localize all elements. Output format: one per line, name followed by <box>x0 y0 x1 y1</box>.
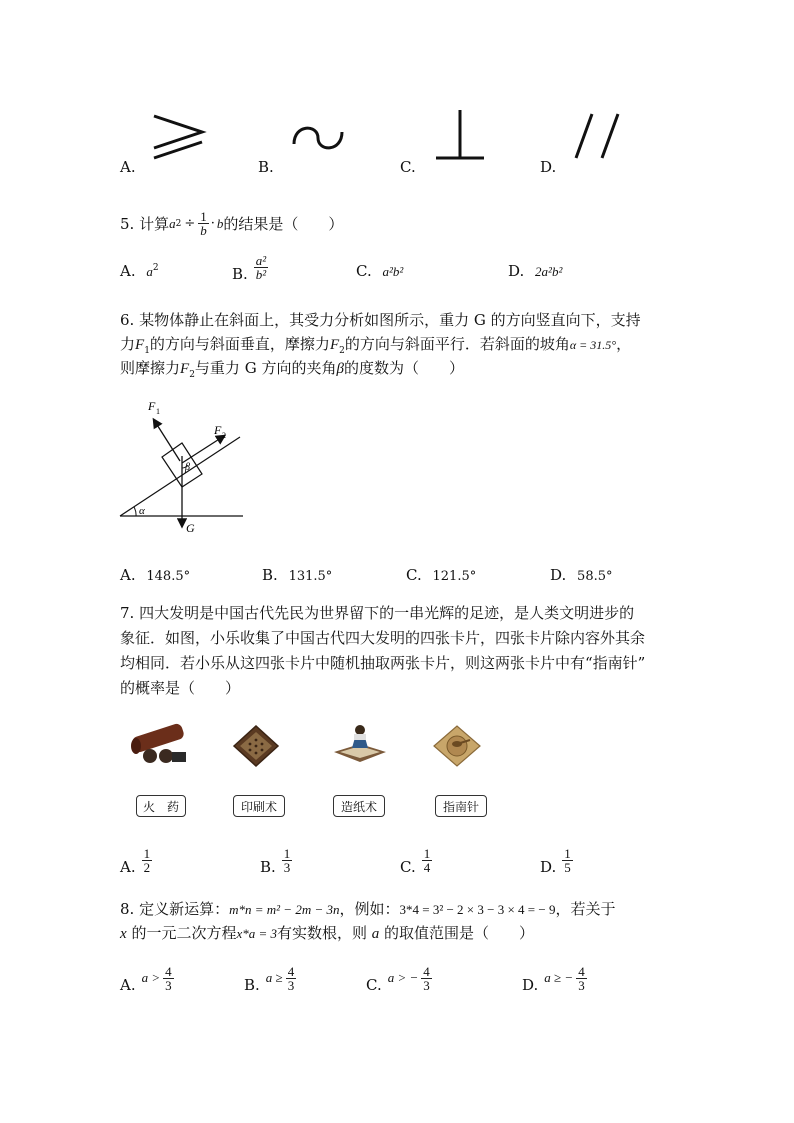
q5-expr-sup: 2 <box>175 218 182 229</box>
printing-block-illustration <box>230 720 282 770</box>
q8-line1-pre: 8. 定义新运算： <box>120 900 230 918</box>
q7-option-c-fraction <box>422 847 433 874</box>
perpendicular-symbol <box>434 108 486 162</box>
f2-label: F <box>214 423 222 437</box>
q7-option-a-label: A. <box>120 858 136 876</box>
q4-option-d-label: D. <box>540 158 557 176</box>
q8-line1-example: 3*4 = 3² − 2 × 3 − 3 × 4 = − 9 <box>399 902 556 917</box>
q7-option-c-num: 1 <box>423 845 431 861</box>
q6-line2-f1-sub: 1 <box>144 346 150 356</box>
q8-option-c-label: C. <box>366 976 382 994</box>
parallel-symbol <box>572 112 624 162</box>
q7-option-c-label: C. <box>400 858 416 876</box>
q8-option-c-den: 3 <box>423 977 430 993</box>
q6-option-c-text: 121.5° <box>432 569 477 584</box>
q6-line-3 <box>120 357 464 380</box>
q4-option-a-label: A. <box>120 158 136 176</box>
q6-line2-end: ， <box>616 335 632 353</box>
q6-line3-pre: 则摩擦力 <box>120 359 181 377</box>
q6-option-b-text: 131.5° <box>288 569 333 584</box>
q6-option-d-text: 58.5° <box>577 569 613 584</box>
q5-option-d <box>508 262 562 280</box>
q7-option-a-fraction <box>142 847 153 874</box>
q6-option-a-label: A. <box>120 566 136 584</box>
q8-option-b-label: B. <box>244 976 260 994</box>
q6-option-c-label: C. <box>406 566 422 584</box>
q5-option-b <box>232 254 268 281</box>
compass-illustration <box>430 720 484 770</box>
q8-line2-mid2: 有实数根，则 <box>277 924 372 942</box>
q7-option-b-num: 1 <box>283 845 291 861</box>
q5-option-d-text: 2a²b² <box>535 264 563 279</box>
q8-line2-x: x <box>120 926 127 942</box>
alpha-arc <box>134 507 136 516</box>
papermaking-illustration <box>330 718 390 768</box>
f2-arrow <box>182 436 224 463</box>
q7-option-b-den: 3 <box>283 859 291 875</box>
q5-option-b-num: a² <box>255 253 267 268</box>
q5-expr-b: b <box>216 215 224 231</box>
q8-option-a-label: A. <box>120 976 136 994</box>
q8-option-b-den: 3 <box>287 977 295 993</box>
q7-line-2: 象征．如图，小乐收集了中国古代四大发明的四张卡片，四张卡片除内容外其余 <box>120 629 646 647</box>
f1-arrow <box>154 420 180 461</box>
q8-option-c-fraction <box>421 965 432 992</box>
q6-line3-f2-sub: 2 <box>189 370 195 380</box>
q6-line2-post: 的方向与斜面平行．若斜面的坡角 <box>344 335 570 353</box>
q7-option-c-den: 4 <box>423 859 431 875</box>
q6-option-a <box>120 566 190 584</box>
q5-frac-den: b <box>200 223 207 238</box>
q8-option-d-rel: a ≥ − <box>544 970 574 985</box>
q8-option-b-num: 4 <box>287 963 295 979</box>
q6-line-1: 6. 某物体静止在斜面上，其受力分析如图所示，重力 G 的方向竖直向下，支持 <box>120 311 641 329</box>
q8-line2-eq: x*a = 3 <box>236 926 277 941</box>
q5-option-c-text: a²b² <box>382 264 404 279</box>
q6-option-c <box>406 566 476 584</box>
q5-stem-post: 的结果是（ ） <box>223 215 344 233</box>
q7-option-b <box>260 844 292 876</box>
q6-line3-post: 的度数为（ ） <box>343 359 464 377</box>
q5-fraction <box>198 210 209 237</box>
q7-option-d <box>540 844 573 876</box>
q5-option-b-label: B. <box>232 265 248 283</box>
f1-sub-label: 1 <box>156 407 160 416</box>
q7-option-b-fraction <box>282 847 293 874</box>
slope-line <box>120 437 240 516</box>
q8-option-a-rel: a > <box>141 970 161 985</box>
q5-option-c-label: C. <box>356 262 372 280</box>
q8-line1-mid: ，例如： <box>339 900 400 918</box>
q8-option-b <box>244 962 296 994</box>
q8-option-b-rel: a ≥ <box>265 970 283 985</box>
q8-line-1 <box>120 898 615 919</box>
q8-option-a-den: 3 <box>165 977 172 993</box>
q7-line-1: 7. 四大发明是中国古代先民为世界留下的一串光辉的足迹，是人类文明进步的 <box>120 604 635 622</box>
q5-option-b-den: b² <box>255 267 267 282</box>
q6-line2-f2: F <box>329 337 340 353</box>
card-compass: 指南针 <box>435 795 487 817</box>
q8-option-b-fraction <box>286 965 297 992</box>
q5-expr-dot: · <box>210 216 215 231</box>
q6-line3-f2: F <box>180 361 190 377</box>
q6-option-b-label: B. <box>262 566 278 584</box>
q7-option-c <box>400 844 432 876</box>
q6-line2-alpha: α = 31.5° <box>569 338 617 352</box>
q5-expr-div: ÷ <box>184 216 196 231</box>
q8-line1-def: m*n = m² − 2m − 3n <box>229 902 340 917</box>
q8-line2-post: 的取值范围是（ ） <box>379 924 535 942</box>
q8-line2-mid: 的一元二次方程 <box>126 924 237 942</box>
q7-option-d-fraction <box>562 847 573 874</box>
q8-option-c <box>366 962 432 994</box>
q7-option-a-den: 2 <box>143 859 151 875</box>
q5-frac-num: 1 <box>200 209 207 224</box>
q6-line3-mid: 与重力 G 方向的夹角 <box>194 359 337 377</box>
q4-option-c-label: C. <box>400 158 416 176</box>
q8-option-c-num: 4 <box>423 963 430 979</box>
q5-option-a <box>120 262 159 280</box>
q5-expr-a: a <box>169 215 176 231</box>
q5-option-a-text: a <box>146 264 153 279</box>
q8-line2-a: a <box>371 926 380 942</box>
cannon-illustration <box>128 718 190 768</box>
q7-line-4: 的概率是（ ） <box>120 679 241 697</box>
f2-sub-label: 2 <box>222 431 226 440</box>
q7-line-3: 均相同．若小乐从这四张卡片中随机抽取两张卡片，则这两张卡片中有“指南针” <box>120 654 646 672</box>
q8-option-d-fraction <box>576 965 587 992</box>
q5-option-a-sup: 2 <box>152 263 159 273</box>
q8-option-a <box>120 962 174 994</box>
q7-option-d-label: D. <box>540 858 557 876</box>
q8-option-c-rel: a > − <box>387 970 419 985</box>
greater-equal-symbol <box>150 112 210 162</box>
q8-option-d <box>522 962 587 994</box>
f1-label: F <box>148 399 156 413</box>
q6-line2-mid: 的方向与斜面垂直，摩擦力 <box>149 335 330 353</box>
q6-line3-beta: β <box>336 361 344 377</box>
g-label: G <box>186 521 195 535</box>
beta-label: β <box>185 462 190 473</box>
q6-line2-f1: F <box>135 337 145 353</box>
q6-option-d-label: D. <box>550 566 567 584</box>
q8-line-2 <box>120 922 534 943</box>
similar-symbol <box>290 122 350 154</box>
force-diagram <box>110 396 260 546</box>
card-printing: 印刷术 <box>233 795 285 817</box>
q7-option-d-den: 5 <box>564 859 571 875</box>
q6-option-b <box>262 566 332 584</box>
q5-option-b-fraction <box>254 254 268 281</box>
q8-option-d-num: 4 <box>578 963 585 979</box>
q5-stem-pre: 5. 计算 <box>120 215 170 233</box>
q7-option-a <box>120 844 152 876</box>
q5-option-c <box>356 262 403 280</box>
q7-option-a-num: 1 <box>143 845 151 861</box>
q5-option-a-label: A. <box>120 262 136 280</box>
alpha-label: α <box>139 505 145 517</box>
q8-option-d-label: D. <box>522 976 539 994</box>
card-papermaking: 造纸术 <box>333 795 385 817</box>
q8-option-d-den: 3 <box>578 977 585 993</box>
q4-option-b-label: B. <box>258 158 274 176</box>
q6-line2-f2-sub: 2 <box>339 346 345 356</box>
card-gunpowder: 火 药 <box>136 795 186 817</box>
q5-stem <box>120 210 343 237</box>
q8-option-a-fraction <box>163 965 174 992</box>
q6-line-2 <box>120 333 631 356</box>
q6-option-a-text: 148.5° <box>146 569 191 584</box>
q6-line2-pre: 力 <box>120 335 136 353</box>
q8-line1-post: ，若关于 <box>555 900 616 918</box>
q6-option-d <box>550 566 613 584</box>
q7-option-d-num: 1 <box>564 845 571 861</box>
q8-option-a-num: 4 <box>165 963 172 979</box>
q7-option-b-label: B. <box>260 858 276 876</box>
q5-option-d-label: D. <box>508 262 525 280</box>
